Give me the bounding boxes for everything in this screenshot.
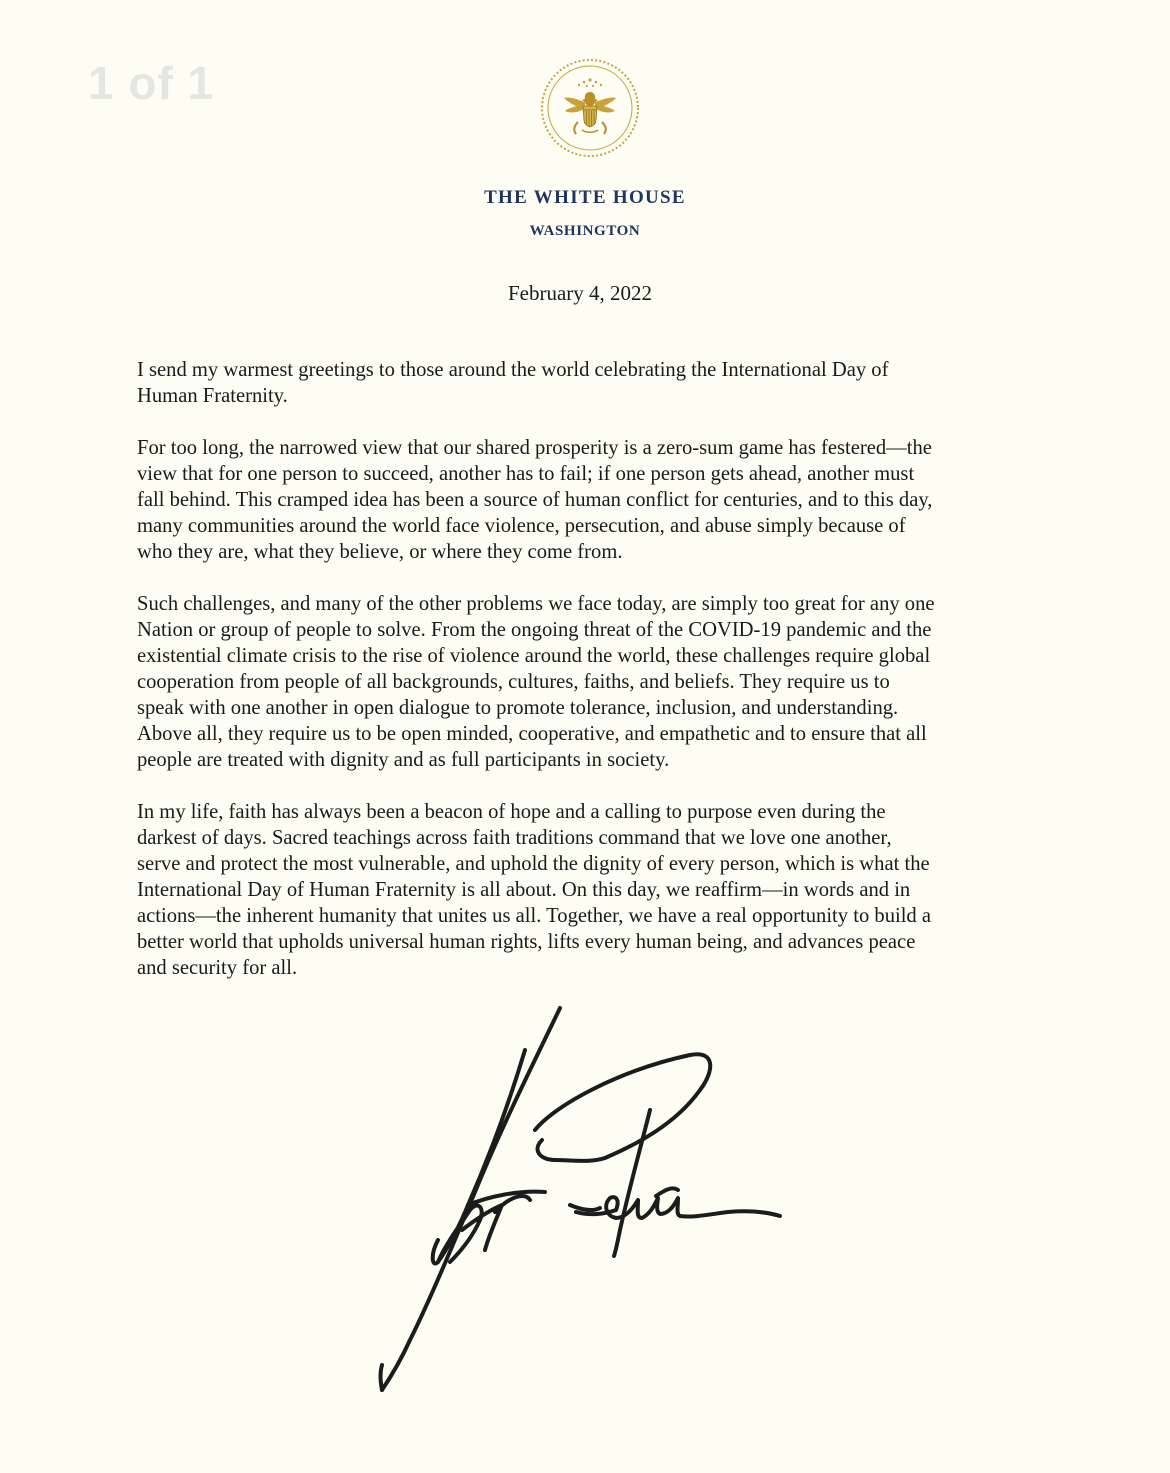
letterhead-subtitle: WASHINGTON	[529, 223, 641, 239]
paragraph: In my life, faith has always been a beacon of hope and a calling to purpose even during the darkest of days. Sacred teachings across faith traditions command that we love one another, serve and protect the most vulnerable, and uphold the dignity of every person, which is what the International Day of Human Fraternity is all about. On this day, we reaffirm—in words and in actions—the inherent humanity that unites us all. Together, we have a real opportunity to build a better world that upholds universal human rights, lifts every human being, and advances peace and security for all.	[137, 801, 932, 979]
page-counter: 1 of 1	[88, 57, 215, 109]
letterhead-title: THE WHITE HOUSE	[484, 187, 686, 208]
letter-date: February 4, 2022	[507, 281, 653, 305]
letter-body	[137, 357, 1037, 1007]
handwritten-signature-icon	[320, 1000, 800, 1400]
paragraph: I send my warmest greetings to those around the world celebrating the International Day of Human Fraternity.	[137, 359, 889, 407]
paragraph: For too long, the narrowed view that our shared prosperity is a zero-sum game has festered—the view that for one person to succeed, another has to fail; if one person gets ahead, another must fall behind. This cramped idea has been a source of human conflict for centuries, and to this day, many communities around the world face violence, persecution, and abuse simply because of who they are, what they believe, or where they come from.	[137, 437, 933, 563]
presidential-seal-icon	[538, 56, 642, 160]
paragraph: Such challenges, and many of the other problems we face today, are simply too great for any one Nation or group of people to solve. From the ongoing threat of the COVID-19 pandemic and the existential climate crisis to the rise of violence around the world, these challenges require global cooperation from people of all backgrounds, cultures, faiths, and beliefs. They require us to speak with one another in open dialogue to promote tolerance, inclusion, and understanding. Above all, they require us to be open minded, cooperative, and empathetic and to ensure that all people are treated with dignity and as full participants in society.	[137, 593, 935, 771]
